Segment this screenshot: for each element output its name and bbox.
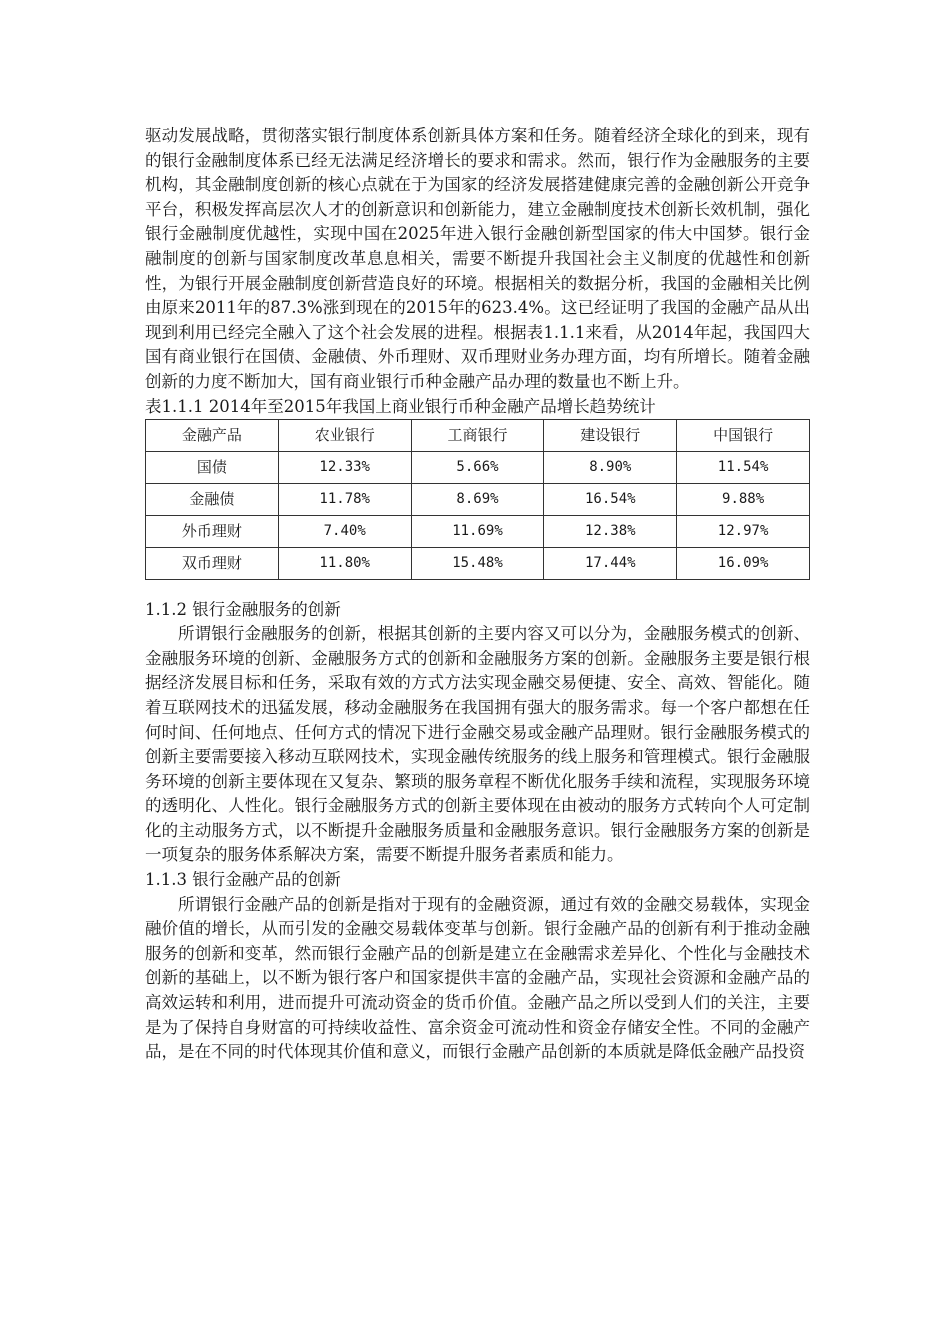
table-cell: 12.97% — [677, 515, 810, 547]
table-cell: 16.09% — [677, 547, 810, 579]
table-caption: 表1.1.1 2014年至2015年我国上商业银行币种金融产品增长趋势统计 — [145, 396, 656, 416]
table-header-cell: 金融产品 — [146, 419, 279, 451]
table-cell: 11.78% — [278, 483, 411, 515]
table-cell: 11.54% — [677, 451, 810, 483]
table-cell: 16.54% — [544, 483, 677, 515]
section-heading-112: 1.1.2 银行金融服务的创新 — [145, 599, 341, 619]
table-header-cell: 中国银行 — [677, 419, 810, 451]
table-cell: 外币理财 — [146, 515, 279, 547]
table-cell: 8.90% — [544, 451, 677, 483]
table-header-cell: 工商银行 — [411, 419, 544, 451]
section-112-paragraph: 所谓银行金融服务的创新，根据其创新的主要内容又可以分为，金融服务模式的创新、金融服务环境的创新、金融服务方式的创新和金融服务方案的创新。金融服务主要是银行根据经济发展目标和任务，采取有效的方式方法实现金融交易便捷、安全、高效、智能化。随着互联网技术的迅猛发展，移动金融服务在我国拥有强大的服务需求。每一个客户都想在任何时间、任何地点、任何方式的情况下进行金融交易或金融产品理财。银行金融服务模式的创新主要需要接入移动互联网技术，实现金融传统服务的线上服务和管理模式。银行金融服务环境的创新主要体现在又复杂、繁琐的服务章程不断优化服务手续和流程，实现服务环境的透明化、人性化。银行金融服务方式的创新主要体现在由被动的服务方式转向个人可定制化的主动服务方式，以不断提升金融服务质量和金融服务意识。银行金融服务方案的创新是一项复杂的服务体系解决方案，需要不断提升服务者素质和能力。 — [145, 624, 810, 865]
table-cell: 15.48% — [411, 547, 544, 579]
document-page — [145, 124, 810, 1065]
table-header-row — [146, 419, 810, 451]
section-heading-113: 1.1.3 银行金融产品的创新 — [145, 870, 341, 890]
intro-paragraph: 驱动发展战略，贯彻落实银行制度体系创新具体方案和任务。随着经济全球化的到来，现有的银行金融制度体系已经无法满足经济增长的要求和需求。然而，银行作为金融服务的主要机构，其金融制度创新的核心点就在于为国家的经济发展搭建健康完善的金融创新公开竞争平台，积极发挥高层次人才的创新意识和创新能力，建立金融制度技术创新长效机制，强化银行金融制度优越性，实现中国在2025年进入银行金融创新型国家的伟大中国梦。银行金融制度的创新与国家制度改革息息相关，需要不断提升我国社会主义制度的优越性和创新性，为银行开展金融制度创新营造良好的环境。根据相关的数据分析，我国的金融相关比例由原来2011年的87.3%涨到现在的2015年的623.4%。这已经证明了我国的金融产品从出现到利用已经完全融入了这个社会发展的进程。根据表1.1.1来看，从2014年起，我国四大国有商业银行在国债、金融债、外币理财、双币理财业务办理方面，均有所增长。随着金融创新的力度不断加大，国有商业银行币种金融产品办理的数量也不断上升。 — [145, 126, 810, 391]
table-cell: 12.33% — [278, 451, 411, 483]
table-cell: 双币理财 — [146, 547, 279, 579]
table-cell: 金融债 — [146, 483, 279, 515]
table-row — [146, 515, 810, 547]
table-header-cell: 建设银行 — [544, 419, 677, 451]
growth-table — [145, 419, 810, 580]
table-cell: 7.40% — [278, 515, 411, 547]
table-cell: 8.69% — [411, 483, 544, 515]
table-row — [146, 547, 810, 579]
table-cell: 9.88% — [677, 483, 810, 515]
table-cell: 11.69% — [411, 515, 544, 547]
table-cell: 5.66% — [411, 451, 544, 483]
table-header-cell: 农业银行 — [278, 419, 411, 451]
table-row — [146, 483, 810, 515]
table-cell: 12.38% — [544, 515, 677, 547]
table-cell: 国债 — [146, 451, 279, 483]
table-cell: 17.44% — [544, 547, 677, 579]
section-113-paragraph: 所谓银行金融产品的创新是指对于现有的金融资源，通过有效的金融交易载体，实现金融价值的增长，从而引发的金融交易载体变革与创新。银行金融产品的创新有利于推动金融服务的创新和变革，然而银行金融产品的创新是建立在金融需求差异化、个性化与金融技术创新的基础上，以不断为银行客户和国家提供丰富的金融产品，实现社会资源和金融产品的高效运转和利用，进而提升可流动资金的货币价值。金融产品之所以受到人们的关注，主要是为了保持自身财富的可持续收益性、富余资金可流动性和资金存储安全性。不同的金融产品，是在不同的时代体现其价值和意义，而银行金融产品创新的本质就是降低金融产品投资 — [145, 894, 810, 1062]
table-row — [146, 451, 810, 483]
table-cell: 11.80% — [278, 547, 411, 579]
